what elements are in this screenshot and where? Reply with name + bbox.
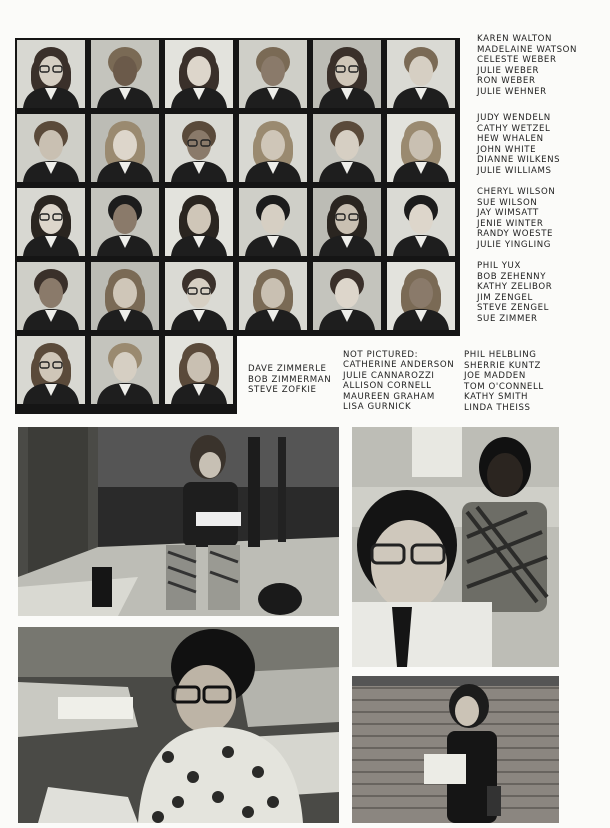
student-portrait xyxy=(239,40,307,108)
student-portrait xyxy=(165,336,233,404)
candid-photo-hallway xyxy=(18,427,339,616)
not-pictured-column-2 xyxy=(464,350,544,414)
student-name: JULIE YINGLING xyxy=(477,239,551,250)
student-name: HEW WHALEN xyxy=(477,134,544,145)
student-name: JULIE CANNAROZZI xyxy=(343,370,435,381)
student-name: ALLISON CORNELL xyxy=(343,381,432,392)
student-name: JAY WIMSATT xyxy=(477,208,539,219)
student-portrait xyxy=(91,336,159,404)
student-name: JOE MADDEN xyxy=(464,371,526,382)
student-portrait xyxy=(91,262,159,330)
student-portrait xyxy=(313,114,381,182)
student-name: STEVE ZOFKIE xyxy=(248,385,317,396)
student-name: JIM ZENGEL xyxy=(477,292,533,303)
name-group-1 xyxy=(477,34,577,98)
name-group-3 xyxy=(477,187,555,251)
student-name: PHIL YUX xyxy=(477,261,521,271)
student-portrait xyxy=(313,262,381,330)
candid-photo-desk xyxy=(18,627,339,823)
last-row-names xyxy=(248,364,331,396)
student-portrait xyxy=(91,114,159,182)
student-name: TOM O'CONNELL xyxy=(464,381,544,392)
student-portrait xyxy=(239,114,307,182)
student-name: RANDY WOESTE xyxy=(477,229,554,240)
student-name: SHERRIE KUNTZ xyxy=(464,360,542,371)
candid-photo-brick-wall xyxy=(352,676,559,823)
name-group-4 xyxy=(477,261,552,325)
student-name: CATHERINE ANDERSON xyxy=(343,360,455,370)
student-portrait xyxy=(239,262,307,330)
student-portrait xyxy=(165,40,233,108)
student-name: STEVE ZENGEL xyxy=(477,303,549,314)
not-pictured-heading: NOT PICTURED: xyxy=(343,350,419,360)
student-name: RON WEBER xyxy=(477,76,536,87)
student-portrait xyxy=(165,188,233,256)
student-name: KATHY ZELIBOR xyxy=(477,282,553,293)
student-name: JENIE WINTER xyxy=(477,218,544,229)
student-name: DAVE ZIMMERLE xyxy=(248,364,327,374)
student-portrait xyxy=(387,114,455,182)
candid-photo-glasses xyxy=(352,427,559,667)
student-portrait xyxy=(17,336,85,404)
student-name: LISA GURNICK xyxy=(343,402,412,413)
student-name: KATHY SMITH xyxy=(464,392,529,403)
student-name: LINDA THEISS xyxy=(464,402,531,413)
student-name: SUE ZIMMER xyxy=(477,313,538,324)
student-portrait xyxy=(165,114,233,182)
student-portrait xyxy=(313,188,381,256)
student-name: BOB ZIMMERMAN xyxy=(248,374,332,385)
student-name: KAREN WALTON xyxy=(477,34,553,44)
student-name: PHIL HELBLING xyxy=(464,350,537,360)
student-portrait xyxy=(17,40,85,108)
student-name: JULIE WEHNER xyxy=(477,86,547,97)
student-portrait xyxy=(239,188,307,256)
student-name: JULIE WILLIAMS xyxy=(477,165,552,176)
student-name: CELESTE WEBER xyxy=(477,55,557,66)
student-portrait xyxy=(387,40,455,108)
student-portrait xyxy=(17,262,85,330)
student-name: JUDY WENDELN xyxy=(477,113,551,123)
name-group-2 xyxy=(477,113,560,177)
student-name: CATHY WETZEL xyxy=(477,123,551,134)
student-name: MADELAINE WATSON xyxy=(477,44,578,55)
student-portrait xyxy=(91,188,159,256)
student-portrait xyxy=(165,262,233,330)
student-portrait xyxy=(313,40,381,108)
student-name: BOB ZEHENNY xyxy=(477,271,547,282)
student-name: JULIE WEBER xyxy=(477,65,540,76)
student-name: DIANNE WILKENS xyxy=(477,155,561,166)
not-pictured-column-1 xyxy=(343,360,454,413)
student-name: MAUREEN GRAHAM xyxy=(343,391,435,402)
student-portrait xyxy=(17,188,85,256)
student-portrait xyxy=(91,40,159,108)
student-name: JOHN WHITE xyxy=(477,144,537,155)
student-portrait xyxy=(387,262,455,330)
student-portrait xyxy=(17,114,85,182)
student-name: CHERYL WILSON xyxy=(477,187,556,197)
student-portrait xyxy=(387,188,455,256)
student-name: SUE WILSON xyxy=(477,197,538,208)
